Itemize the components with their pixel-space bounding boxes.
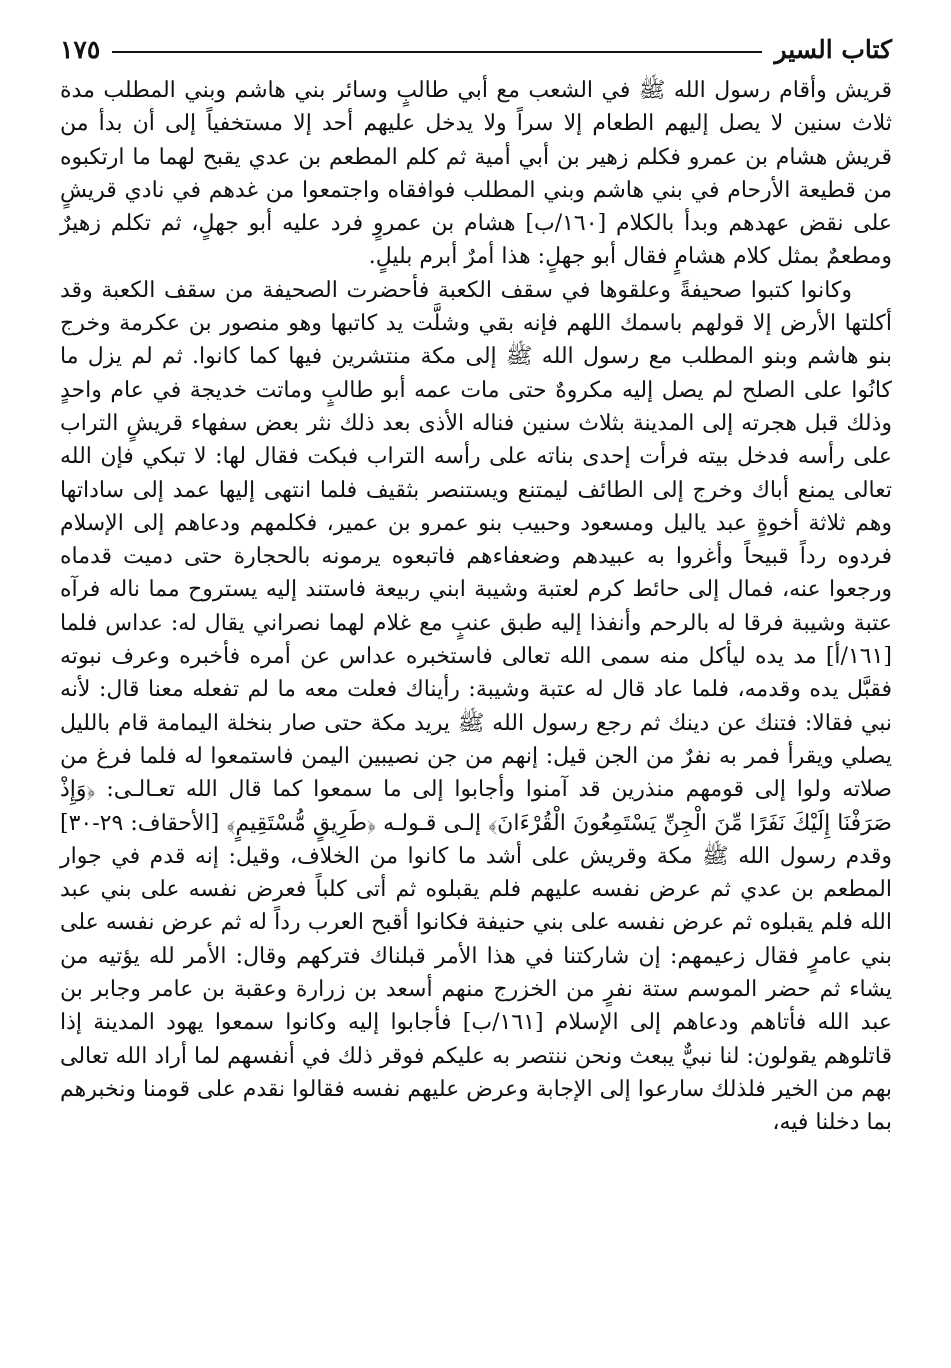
book-page [60,28,892,1348]
page-header [60,28,892,70]
paragraph-1: قريش وأقام رسول الله ﷺ في الشعب مع أبي طالبٍ وسائر بني هاشم وبني المطلب مدة ثلاث سنين لا يصل إليهم الطعام إلا سراً ولا يدخل عليهم أحد إلا مستخفياً إلى أن بدأ من قريش هشام بن عمرو فكلم زهير بن أبي أمية ثم كلم المطعم بن عدي يقبح لهما ما ارتكبوه من قطيعة الأرحام في بني هاشم وبني المطلب فوافقاه واجتمعوا من غدهم في نادي قريشٍ على نقض عهدهم وبدأ بالكلام [١٦٠/ب] هشام بن عمروٍ فرد عليه أبو جهلٍ، ثم تكلم زهيرٌ ومطعمٌ بمثل كلام هشامٍ فقال أبو جهلٍ: هذا أمرٌ أبرم بليلٍ. [60,78,892,270]
header-rule [112,51,762,53]
running-title: كتاب السير [774,34,892,64]
page-number: ١٧٥ [60,34,101,64]
body-text [60,74,892,1140]
paragraph-2: وكانوا كتبوا صحيفةً وعلقوها في سقف الكعبة فأحضرت الصحيفة من سقف الكعبة وقد أكلتها الأرض إلا قولهم باسمك اللهم فإنه بقي وشلَّت يد كاتبها وهو منصور بن عكرمة وخرج بنو هاشم وبنو المطلب مع رسول الله ﷺ إلى مكة منتشرين فيها كما كانوا. ثم لم يزل ما كانُوا على الصلح لم يصل إليه مكروهٌ حتى مات عمه أبو طالبٍ وماتت خديجة في عام واحدٍ وذلك قبل هجرته إلى المدينة بثلاث سنين فناله الأذى بعد ذلك نثر بعض سفهاء قريشٍ التراب على رأسه فدخل بيته فرأت إحدى بناته على رأسه التراب فبكت فقال لها: لا تبكي فإن الله تعالى يمنع أباك وخرج إلى الطائف ليمتنع ويستنصر بثقيف فلما انتهى إليها عمد إلى ساداتها وهم ثلاثة أخوةٍ عبد ياليل ومسعود وحبيب بنو عمرو بن عمير، فكلمهم ودعاهم إلى الإسلام فردوه رداً قبيحاً وأغروا به عبيدهم وضعفاءهم فاتبعوه يرمونه بالحجارة حتى دميت قدماه ورجعوا عنه، فمال إلى حائط كرم لعتبة وشيبة ابني ربيعة فاستند إليه يستروح مما ناله فرآه عتبة وشيبة فرقا له بالرحم وأنفذا إليه طبق عنبٍ مع غلام لهما نصراني يقال له: عداس فلما [١٦١/أ] مد يده ليأكل منه سمى الله تعالى فاستخبره عداس عن أمره فأخبره وعرف نبوته فقبَّل يده وقدمه، فلما عاد قال له عتبة وشيبة: رأيناك فعلت معه ما لم تفعله معنا قال: لأنه نبي فقالا: فتنك عن دينك ثم رجع رسول الله ﷺ يريد مكة حتى صار بنخلة اليمامة قام بالليل يصلي ويقرأ فمر به نفرٌ من الجن قيل: إنهم من جن نصيبين اليمن فاستمعوا له فلما فرغ من صلاته ولوا إلى قومهم منذرين قد آمنوا وأجابوا إلى ما سمعوا كما قال الله تعـالـى: ﴿وَإِذْ صَرَفْنَا إِلَيْكَ نَفَرًا مِّنَ الْجِنِّ يَسْتَمِعُونَ الْقُرْءَانَ﴾ إلـى قـولـه ﴿طَرِيقٍ مُّسْتَقِيمٍ﴾ [الأحقاف: ٢٩-٣٠] وقدم رسول الله ﷺ مكة وقريش على أشد ما كانوا من الخلاف، وقيل: إنه قدم في جوار المطعم بن عدي ثم عرض نفسه عليهم فلم يقبلوه ثم أتى كلباً فعرض نفسه على بني عبد الله فلم يقبلوه ثم عرض نفسه على بني حنيفة فكانوا أقبح العرب رداً له ثم عرض نفسه على بني عامرٍ فقال زعيمهم: إن شاركتنا في هذا الأمر قبلناك فتركهم وقال: الأمر لله يؤتيه من يشاء ثم حضر الموسم ستة نفرٍ من الخزرج منهم أسعد بن زرارة وعقبة بن عامر وجابر بن عبد الله فأتاهم ودعاهم إلى الإسلام [١٦١/ب] فأجابوا إليه وكانوا سمعوا يهود المدينة إذا قاتلوهم يقولون: لنا نبيٌّ يبعث ونحن ننتصر به عليكم فوقر ذلك في أنفسهم لما أراد الله تعالى بهم من الخير فلذلك سارعوا إلى الإجابة وعرض عليهم نفسه فقالوا نقدم على قومنا ونخبرهم بما دخلنا فيه، [60,277,892,1136]
